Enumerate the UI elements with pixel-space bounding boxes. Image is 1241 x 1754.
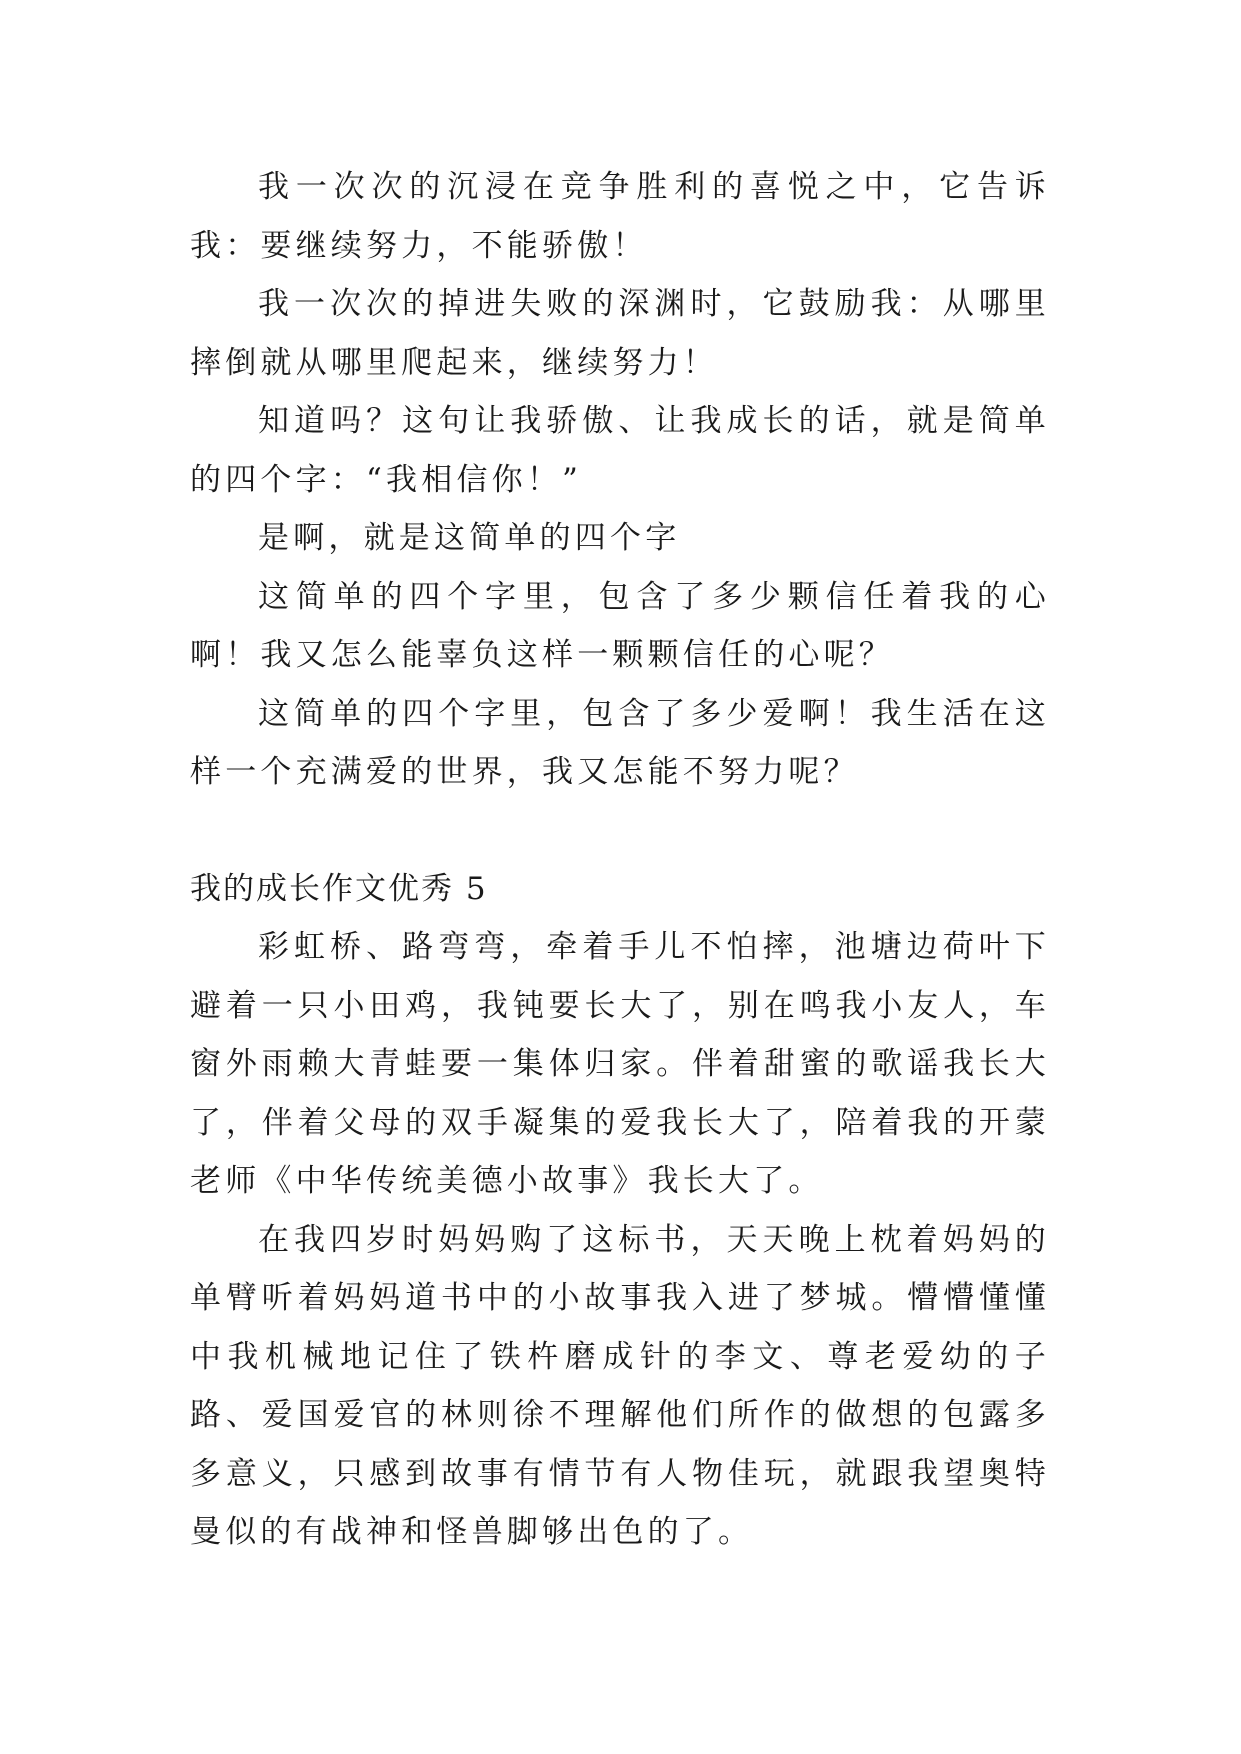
paragraph: 彩虹桥、路弯弯，牵着手儿不怕摔，池塘边荷叶下避着一只小田鸡，我钝要长大了，别在鸣我小友人，车窗外雨赖大青蛙要一集体归家。伴着甜蜜的歌谣我长大了，伴着父母的双手凝集的爱我长大了，陪着我的开蒙老师《中华传统美德小故事》我长大了。 — [190, 929, 1050, 1199]
paragraph: 我一次次的沉浸在竞争胜利的喜悦之中，它告诉我：要继续努力，不能骄傲！ — [190, 169, 1050, 264]
paragraph: 这简单的四个字里，包含了多少爱啊！我生活在这样一个充满爱的世界，我又怎能不努力呢？ — [190, 695, 1050, 790]
paragraph: 这简单的四个字里，包含了多少颗信任着我的心啊！我又怎么能辜负这样一颗颗信任的心呢？ — [190, 578, 1050, 673]
section-heading: 我的成长作文优秀 5 — [190, 870, 488, 907]
paragraph: 我一次次的掉进失败的深渊时，它鼓励我：从哪里摔倒就从哪里爬起来，继续努力！ — [190, 286, 1050, 381]
paragraph: 在我四岁时妈妈购了这标书，天天晚上枕着妈妈的单臂听着妈妈道书中的小故事我入进了梦城。懵懵懂懂中我机械地记住了铁杵磨成针的李文、尊老爱幼的子路、爱国爱官的林则徐不理解他们所作的做想的包露多多意义，只感到故事有情节有人物佳玩，就跟我望奥特曼似的有战神和怪兽脚够出色的了。 — [190, 1221, 1050, 1550]
paragraph: 知道吗？这句让我骄傲、让我成长的话，就是简单的四个字：“我相信你！” — [190, 403, 1050, 498]
document-body — [190, 158, 1050, 1562]
paragraph: 是啊，就是这简单的四个字 — [258, 520, 681, 556]
